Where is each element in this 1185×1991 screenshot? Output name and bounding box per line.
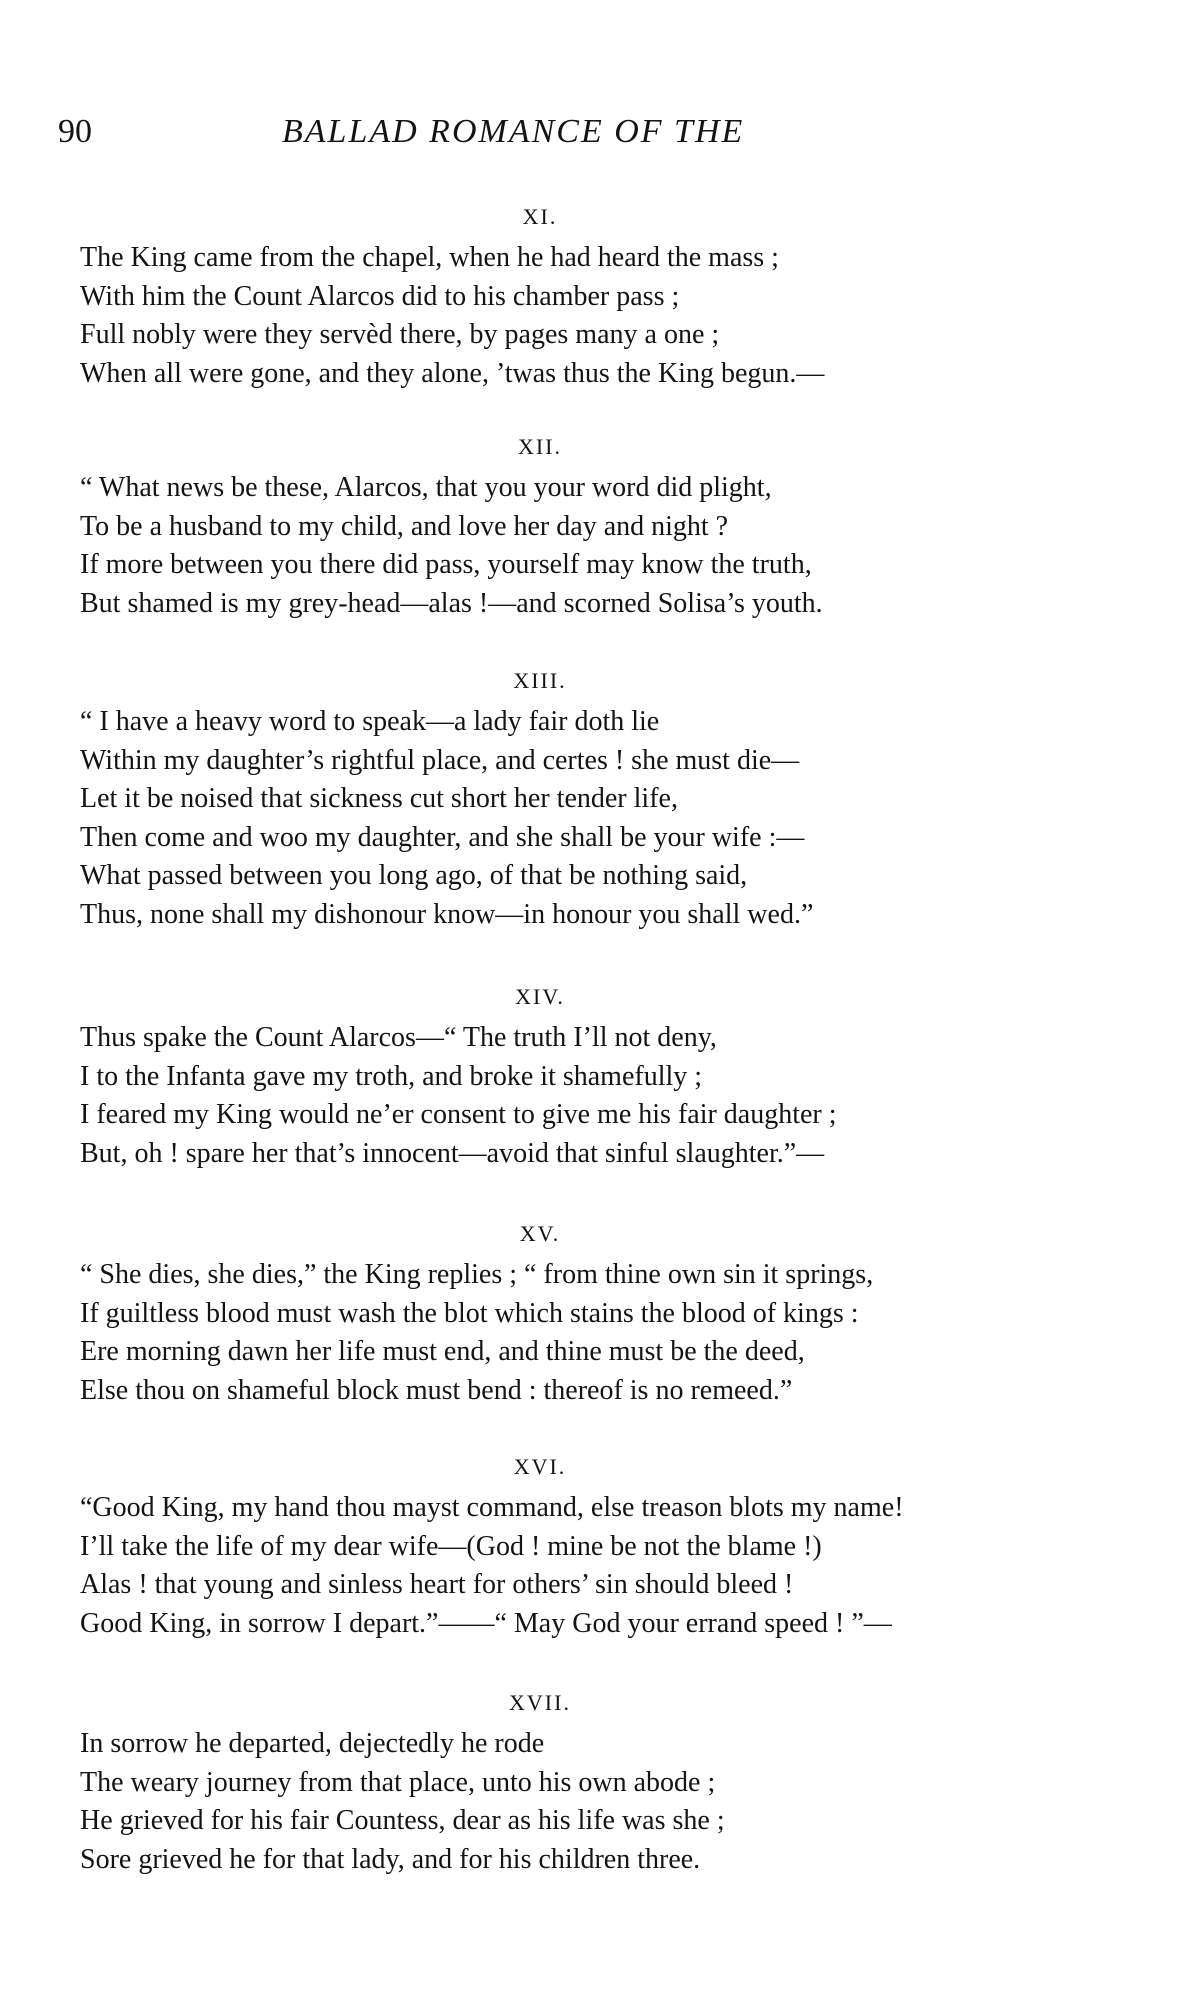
verse-line: Sore grieved he for that lady, and for his children three. [80,1843,701,1875]
verse-line: “ I have a heavy word to speak—a lady fair doth lie [80,706,660,737]
running-title: BALLAD ROMANCE OF THE [282,113,745,150]
verse-line: I feared my King would ne’er consent to give me his fair daughter ; [80,1099,837,1130]
verse-line: Good King, in sorrow I depart.”——“ May God your errand speed ! ”— [80,1607,892,1639]
stanza-numeral: XII. [517,434,563,459]
verse-line: The King came from the chapel, when he had heard the mass ; [80,242,779,273]
verse-line: Else thou on shameful block must bend : thereof is no remeed.” [80,1374,793,1406]
verse-line: Thus, none shall my dishonour know—in honour you shall wed.” [80,898,814,930]
stanza-numeral: XIII. [513,668,567,693]
verse-line: But shamed is my grey-head—alas !—and scorned Solisa’s youth. [80,587,823,619]
verse-line: If more between you there did pass, yourself may know the truth, [80,549,812,580]
verse-line: With him the Count Alarcos did to his chamber pass ; [80,280,680,312]
stanza-numeral: XVI. [513,1454,567,1479]
stanza-xiv [80,983,1090,1173]
verse-line: Ere morning dawn her life must end, and thine must be the deed, [80,1336,805,1367]
stanza-numeral: XIV. [515,984,565,1009]
stanza-numeral: XVII. [509,1690,571,1715]
verse-line: The weary journey from that place, unto his own abode ; [80,1766,716,1798]
page-header [58,112,1058,152]
page-number: 90 [58,113,92,150]
verse-line: In sorrow he departed, dejectedly he rode [80,1728,545,1759]
verse-line: Full nobly were they servèd there, by pages many a one ; [80,319,720,350]
stanza-numeral: XI. [522,204,558,229]
verse-line: Alas ! that young and sinless heart for others’ sin should bleed ! [80,1569,794,1600]
verse-line: Thus spake the Count Alarcos—“ The truth I’ll not deny, [80,1022,717,1053]
verse-line: I’ll take the life of my dear wife—(God ! mine be not the blame !) [80,1530,822,1562]
verse-line: “ What news be these, Alarcos, that you your word did plight, [80,472,772,503]
verse-line: If guiltless blood must wash the blot which stains the blood of kings : [80,1297,859,1329]
stanza-xi [80,203,1090,393]
stanza-numeral: XV. [519,1221,561,1246]
verse-line: “ She dies, she dies,” the King replies ; “ from thine own sin it springs, [80,1259,874,1290]
verse-line: “Good King, my hand thou mayst command, else treason blots my name! [80,1492,904,1523]
stanza-xiii [80,667,1090,934]
stanza-xvii [80,1689,1090,1879]
verse-line: Let it be noised that sickness cut short her tender life, [80,783,678,814]
stanza-xv [80,1220,1090,1410]
verse-line: Within my daughter’s rightful place, and certes ! she must die— [80,744,800,776]
stanza-xvi [80,1453,1090,1643]
verse-line: Then come and woo my daughter, and she shall be your wife :— [80,821,805,853]
verse-line: I to the Infanta gave my troth, and broke it shamefully ; [80,1060,703,1092]
verse-line: But, oh ! spare her that’s innocent—avoid that sinful slaughter.”— [80,1137,825,1169]
verse-line: To be a husband to my child, and love her day and night ? [80,510,729,542]
verse-line: What passed between you long ago, of that be nothing said, [80,860,748,891]
verse-line: When all were gone, and they alone, ’twas thus the King begun.— [80,357,825,389]
stanza-xii [80,433,1090,623]
verse-line: He grieved for his fair Countess, dear as his life was she ; [80,1805,725,1836]
